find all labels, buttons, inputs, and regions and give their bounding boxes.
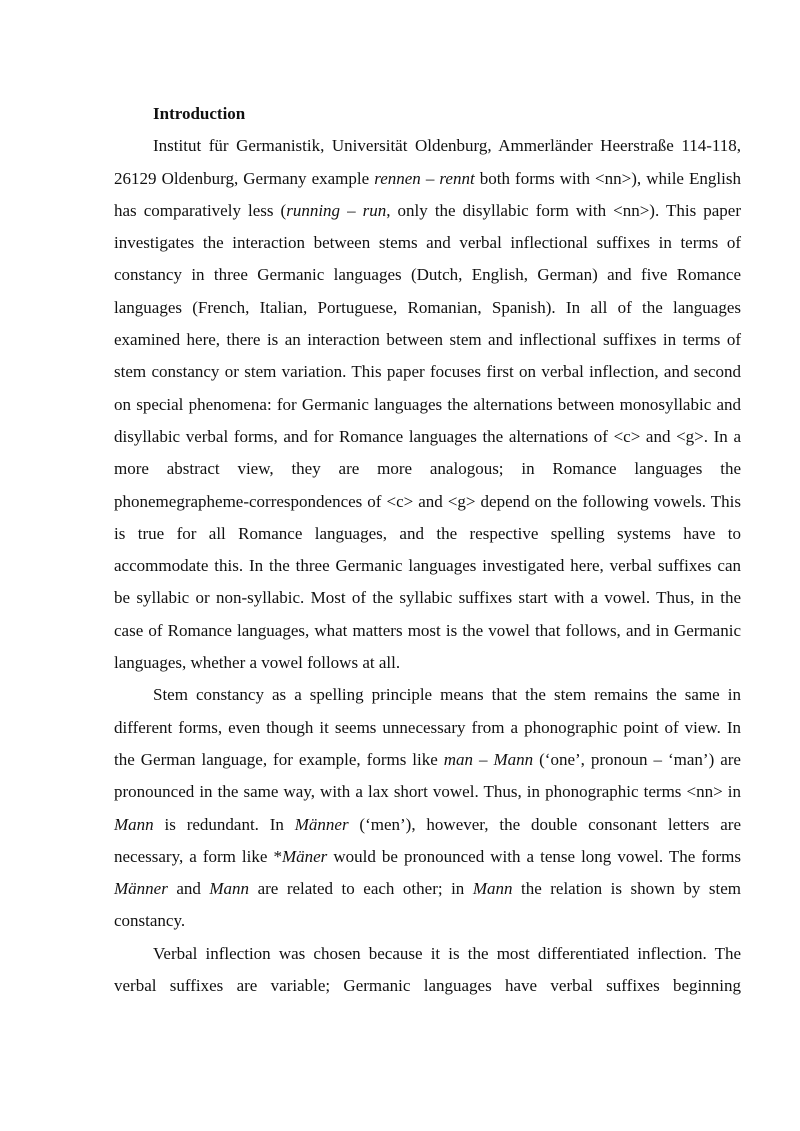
italic-term: rennen – rennt [374,168,475,188]
text-run: would be pronounced with a tense long vowel. The forms [327,846,741,866]
paragraph [114,938,741,1003]
text-run: (‘men’), however, the double consonant letters are necessary, a form like * [114,814,741,866]
text-run: (‘one’, pronoun – ‘man’) are pronounced in the same way, with a lax short vowel. Thus, in phonographic terms <nn> in [114,749,741,802]
paragraph [114,130,741,679]
paragraph [114,679,741,937]
italic-term: Mann [114,814,154,834]
text-run: Institut für Germanistik, Universität Oldenburg, Ammerländer Heerstraße 114-118, 26129 Oldenburg, Germany example [114,136,741,188]
italic-term: Mann [472,879,513,899]
body-text [114,98,741,1002]
text-run: both forms with <nn>), while English has comparatively less ( [114,168,741,220]
text-run: , only the disyllabic form with <nn>). This paper investigates the interaction between stems and verbal inflectional suffixes in terms of constancy in three Germanic languages (Dutch, English, German) and five Romance languages (French, Italian, Portuguese, Romanian, Spanish). In all of the languages examined here, there is an interaction between stem and inflectional suffixes in terms of stem constancy or stem variation. This paper focuses first on verbal inflection, and second on special phenomena: for Germanic languages the alternations between monosyllabic and disyllabic verbal forms, and for Romance languages the alternations of <c> and <g>. In a more abstract view, they are more analogous; in Romance languages the phonemegrapheme-correspondences of <c> and <g> depend on the following vowels. This is true for all Romance languages, and the respective spelling systems have to accommodate this. In the three Germanic languages investigated here, verbal suffixes can be syllabic or non-syllabic. Most of the syllabic suffixes start with a vowel. Thus, in the case of Romance languages, what matters most is the vowel that follows, and in Germanic languages, whether a vowel follows at all. [114,200,741,673]
italic-term: Mäner [281,846,328,866]
text-run: the relation is shown by stem constancy. [114,879,742,931]
italic-term: Männer [294,814,349,834]
text-run: Verbal inflection was chosen because it is the most differentiated inflection. The verbal suffixes are variable; Germanic languages have verbal suffixes beginning [114,943,741,996]
italic-term: Männer [114,879,168,899]
italic-term: Mann [209,879,250,899]
text-run: is redundant. In [153,814,295,834]
text-run: Stem constancy as a spelling principle means that the stem remains the same in different forms, even though it seems unnecessary from a phonographic point of view. In the German language, for example, forms like [114,685,741,769]
italic-term: man – Mann [443,749,534,769]
text-run: and [167,879,210,899]
text-run: are related to each other; in [249,879,473,899]
italic-term: running – run [286,200,387,220]
section-heading: Introduction [153,104,246,123]
